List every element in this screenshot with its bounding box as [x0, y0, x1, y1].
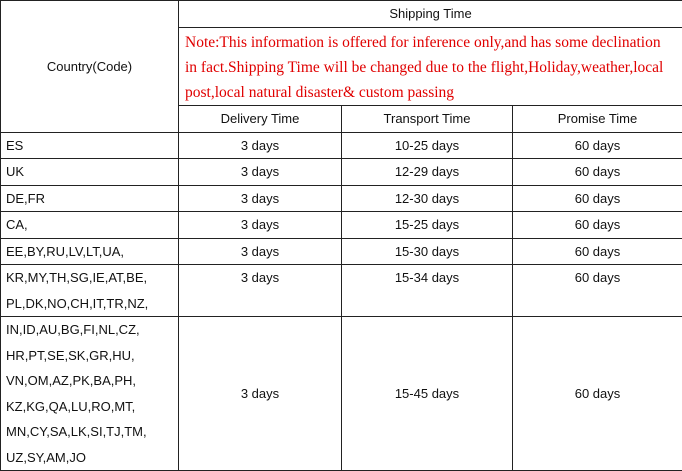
transport-time-cell: 15-45 days: [342, 317, 513, 471]
country-list-line: VN,OM,AZ,PK,BA,PH,: [6, 368, 173, 394]
table-row: [1, 159, 682, 186]
table-row: [1, 185, 682, 212]
delivery-time-cell: 3 days: [179, 212, 342, 239]
country-list-line: KR,MY,TH,SG,IE,AT,BE,: [6, 265, 173, 291]
transport-time-header: Transport Time: [342, 106, 513, 133]
transport-time-cell: 15-25 days: [342, 212, 513, 239]
country-cell: [1, 238, 179, 265]
country-list-line: UK: [6, 159, 173, 185]
transport-time-cell: 10-25 days: [342, 132, 513, 159]
country-list-line: MN,CY,SA,LK,SI,TJ,TM,: [6, 419, 173, 445]
delivery-time-cell: 3 days: [179, 185, 342, 212]
delivery-time-cell: 3 days: [179, 265, 342, 317]
promise-time-cell: 60 days: [513, 238, 682, 265]
promise-time-cell: 60 days: [513, 212, 682, 239]
country-cell: [1, 132, 179, 159]
country-list-line: ES: [6, 133, 173, 159]
country-list-line: EE,BY,RU,LV,LT,UA,: [6, 239, 173, 265]
promise-time-cell: 60 days: [513, 317, 682, 471]
country-code-header: Country(Code): [1, 1, 179, 133]
table-row: [1, 212, 682, 239]
transport-time-cell: 12-30 days: [342, 185, 513, 212]
table-row: [1, 265, 682, 317]
country-list-line: HR,PT,SE,SK,GR,HU,: [6, 343, 173, 369]
country-cell: [1, 317, 179, 471]
promise-time-cell: 60 days: [513, 185, 682, 212]
country-cell: [1, 212, 179, 239]
promise-time-cell: 60 days: [513, 265, 682, 317]
table-row: [1, 238, 682, 265]
delivery-time-cell: 3 days: [179, 159, 342, 186]
country-cell: [1, 265, 179, 317]
country-list-line: DE,FR: [6, 186, 173, 212]
shipping-note: Note:This information is offered for inference only,and has some declination in fact.Shipping Time will be changed due to the flight,Holiday,weather,local post,local natural disaster& custom passing: [179, 28, 682, 106]
promise-time-cell: 60 days: [513, 159, 682, 186]
transport-time-cell: 12-29 days: [342, 159, 513, 186]
table-row: [1, 132, 682, 159]
shipping-time-header: Shipping Time: [179, 1, 682, 28]
promise-time-header: Promise Time: [513, 106, 682, 133]
delivery-time-cell: 3 days: [179, 238, 342, 265]
header-row-title: [1, 1, 682, 28]
delivery-time-cell: 3 days: [179, 132, 342, 159]
country-list-line: KZ,KG,QA,LU,RO,MT,: [6, 394, 173, 420]
transport-time-cell: 15-30 days: [342, 238, 513, 265]
country-list-line: CA,: [6, 212, 173, 238]
promise-time-cell: 60 days: [513, 132, 682, 159]
delivery-time-cell: 3 days: [179, 317, 342, 471]
country-list-line: IN,ID,AU,BG,FI,NL,CZ,: [6, 317, 173, 343]
country-cell: [1, 185, 179, 212]
country-cell: [1, 159, 179, 186]
delivery-time-header: Delivery Time: [179, 106, 342, 133]
country-list-line: PL,DK,NO,CH,IT,TR,NZ,: [6, 291, 173, 317]
country-list-line: UZ,SY,AM,JO: [6, 445, 173, 471]
table-row: [1, 317, 682, 471]
transport-time-cell: 15-34 days: [342, 265, 513, 317]
